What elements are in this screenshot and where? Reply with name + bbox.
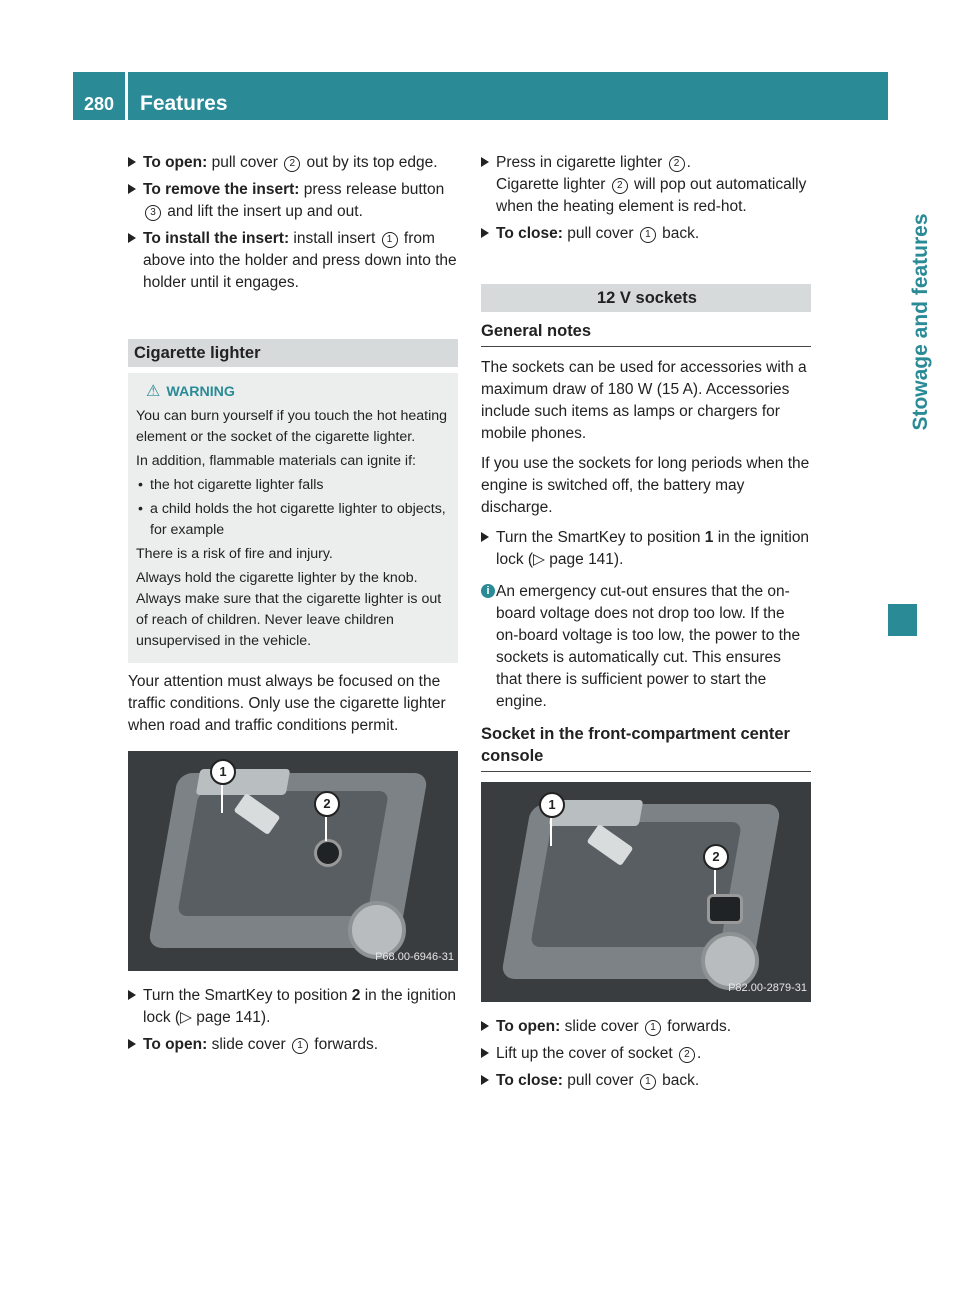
step-arrow-icon <box>128 1039 136 1049</box>
bullet-text: a child holds the hot cigarette lighter to objects, for example <box>150 501 446 538</box>
paragraph: The sockets can be used for accessories with a maximum draw of 180 W (15 A). Accessories include such items as lamps or chargers for mobile phones. <box>481 359 807 442</box>
page-ref-link[interactable]: page 141). <box>191 1009 271 1026</box>
lighter-socket <box>314 839 342 867</box>
callout-number: 1 <box>292 1038 308 1054</box>
callout-number: 2 <box>612 178 628 194</box>
callout-number: 2 <box>284 156 300 172</box>
step-label: To remove the insert: <box>143 181 300 198</box>
callout-number: 2 <box>669 156 685 172</box>
step-label: To open: <box>496 1018 561 1035</box>
step-text: pull cover <box>207 154 283 171</box>
subheading-general-notes: General notes <box>481 320 811 347</box>
step-label: To close: <box>496 225 563 242</box>
step-text: . <box>686 154 691 171</box>
step-text: . <box>696 1045 702 1062</box>
step-press-lighter <box>481 152 811 218</box>
info-note <box>481 581 811 713</box>
step-text: back. <box>657 225 700 242</box>
page-number: 280 <box>83 94 115 114</box>
warning-bullet <box>136 499 450 541</box>
photo-callout-2: 2 <box>703 844 729 870</box>
step-open-slide <box>481 1016 811 1038</box>
photo-callout-2: 2 <box>314 791 340 817</box>
step-text: in the ignition lock ( <box>143 987 457 1026</box>
step-arrow-icon <box>128 157 136 167</box>
step-text: Lift up the cover of socket <box>496 1045 677 1062</box>
step-arrow-icon <box>481 157 489 167</box>
photo-callout-1: 1 <box>210 759 236 785</box>
callout-number: 1 <box>382 232 398 248</box>
callout-number: 2 <box>679 1047 695 1063</box>
step-text: pull cover <box>562 1072 638 1089</box>
step-arrow-icon <box>481 1048 489 1058</box>
step-text: Turn the SmartKey to position <box>143 987 352 1004</box>
paragraph: Your attention must always be focused on the traffic conditions. Only use the cigarette lighter when road and traffic conditions permit. <box>128 673 446 734</box>
left-column <box>128 152 458 1061</box>
step-label: To open: <box>143 154 208 171</box>
step-install-insert <box>128 228 458 294</box>
step-arrow-icon <box>481 1075 489 1085</box>
bullet-icon: • <box>138 501 143 517</box>
photo-callout-1: 1 <box>539 792 565 818</box>
step-arrow-icon <box>481 228 489 238</box>
step-label: To open: <box>143 1036 208 1053</box>
socket-photo <box>481 782 811 1002</box>
warning-heading <box>146 381 450 403</box>
page-ref-link[interactable]: page 141). <box>544 551 624 568</box>
page-header <box>73 72 888 120</box>
step-arrow-icon <box>481 532 489 542</box>
warning-box <box>128 373 458 663</box>
step-label: To install the insert: <box>143 230 290 247</box>
step-text: press release button <box>299 181 445 198</box>
step-open-cover <box>128 152 458 174</box>
step-text: and lift the insert up and out. <box>163 203 363 220</box>
warning-triangle-icon: ⚠ <box>146 383 161 400</box>
step-turn-smartkey <box>128 985 458 1029</box>
cigarette-lighter-photo <box>128 751 458 971</box>
page-ref-icon: ▷ <box>533 551 545 568</box>
step-text: install insert <box>289 230 380 247</box>
step-lift-socket-cover <box>481 1043 811 1065</box>
info-icon: i <box>481 584 495 598</box>
step-close-cover <box>481 223 811 245</box>
step-text: forwards. <box>662 1018 732 1035</box>
warning-text: In addition, flammable materials can ignite if: <box>136 453 416 469</box>
callout-number: 1 <box>640 227 656 243</box>
photo-reference: P68.00-6946-31 <box>375 951 454 963</box>
page-ref-icon: ▷ <box>180 1009 192 1026</box>
paragraph: If you use the sockets for long periods when the engine is switched off, the battery may discharge. <box>481 455 810 516</box>
side-tab-block <box>888 604 917 636</box>
warning-bullet <box>136 475 450 496</box>
step-arrow-icon <box>128 184 136 194</box>
info-text: An emergency cut-out ensures that the on-board voltage does not drop too low. If the on-board voltage is too low, the power to the sockets is automatically cut. This ensures that there is sufficient power to start the engine. <box>496 583 801 710</box>
step-text: in the ignition lock ( <box>496 529 810 568</box>
step-open-slide <box>128 1034 458 1056</box>
step-arrow-icon <box>128 990 136 1000</box>
callout-number: 1 <box>645 1020 661 1036</box>
section-title-12v-sockets: 12 V sockets <box>481 284 811 312</box>
side-tab-label: Stowage and features <box>909 213 932 431</box>
step-close-cover <box>481 1070 811 1092</box>
step-remove-insert <box>128 179 458 223</box>
step-text: from above into the holder and press down into the holder until it engages. <box>143 230 457 291</box>
subheading-front-console-socket: Socket in the front-compartment center console <box>481 723 811 772</box>
page-title: Features <box>140 92 228 115</box>
section-title-cigarette-lighter: Cigarette lighter <box>128 339 458 367</box>
step-turn-smartkey-1 <box>481 527 811 571</box>
step-text: forwards. <box>309 1036 379 1053</box>
header-divider <box>125 72 128 120</box>
step-text: back. <box>657 1072 700 1089</box>
warning-text: There is a risk of fire and injury. <box>136 546 333 562</box>
warning-text: Always hold the cigarette lighter by the knob. Always make sure that the cigarette lighter is out of reach of children. Never leave children unsupervised in the vehicle. <box>136 570 442 649</box>
step-text: Cigarette lighter <box>496 176 610 193</box>
key-position: 1 <box>704 529 714 546</box>
warning-title: WARNING <box>166 384 235 400</box>
step-arrow-icon <box>128 233 136 243</box>
step-text: will pop out automatically when the heating element is red-hot. <box>496 176 807 215</box>
step-label: To close: <box>496 1072 563 1089</box>
step-text: slide cover <box>560 1018 643 1035</box>
callout-number: 3 <box>145 205 161 221</box>
step-arrow-icon <box>481 1021 489 1031</box>
warning-text: You can burn yourself if you touch the hot heating element or the socket of the cigarette lighter. <box>136 408 448 445</box>
bullet-icon: • <box>138 477 143 493</box>
step-text: out by its top edge. <box>302 154 438 171</box>
12v-socket <box>707 894 743 924</box>
step-text: slide cover <box>207 1036 290 1053</box>
right-column <box>481 152 811 1097</box>
step-text: pull cover <box>562 225 638 242</box>
step-text: Turn the SmartKey to position <box>496 529 705 546</box>
key-position: 2 <box>351 987 361 1004</box>
callout-number: 1 <box>640 1074 656 1090</box>
bullet-text: the hot cigarette lighter falls <box>150 477 324 493</box>
step-text: Press in cigarette lighter <box>496 154 667 171</box>
photo-reference: P82.00-2879-31 <box>728 982 807 994</box>
